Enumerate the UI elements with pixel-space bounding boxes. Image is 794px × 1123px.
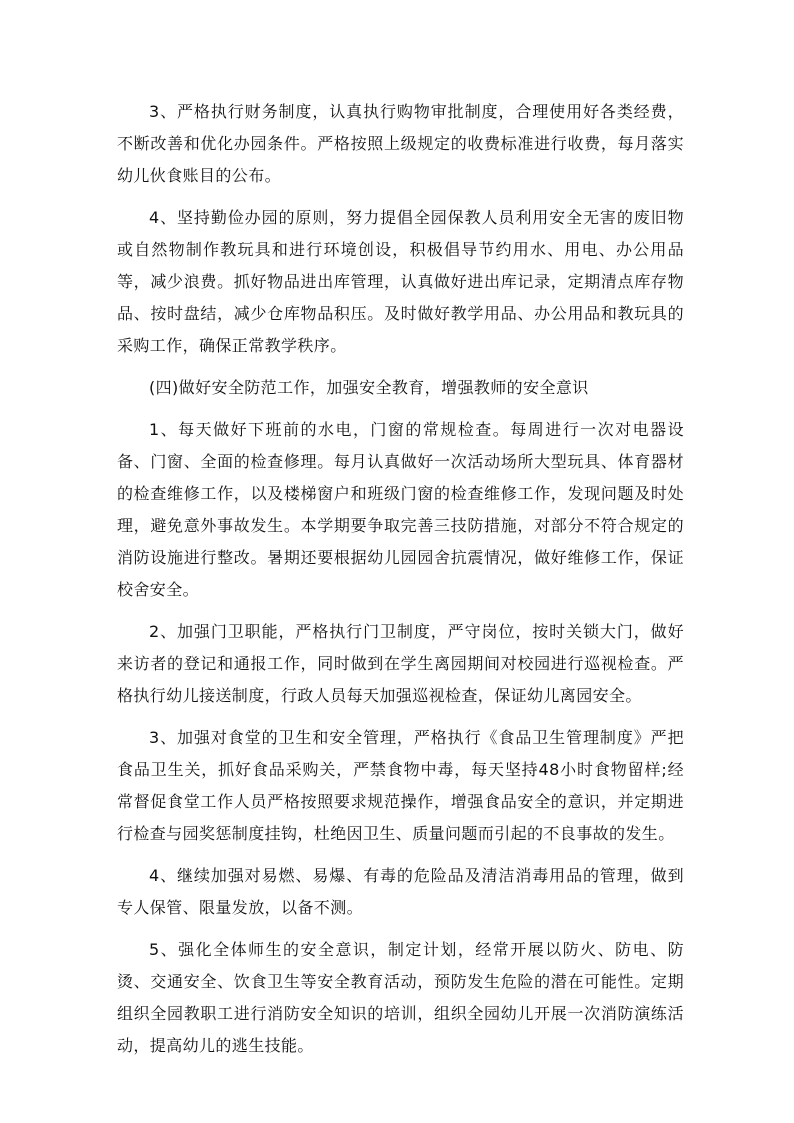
paragraph-daily-inspection: 1、每天做好下班前的水电，门窗的常规检查。每周进行一次对电器设备、门窗、全面的检查修理。每月认真做好一次活动场所大型玩具、体育器材的检查维修工作，以及楼梯窗户和班级门窗的检查维修工作，发现问题及时处理，避免意外事故发生。本学期要争取完善三技防措施，对部分不符合规定的消防设施进行整改。暑期还要根据幼儿园园舍抗震情况，做好维修工作，保证校舍安全。 bbox=[117, 420, 684, 599]
paragraph-thrift: 4、坚持勤俭办园的原则，努力提倡全园保教人员利用安全无害的废旧物或自然物制作教玩具和进行环境创设，积极倡导节约用水、用电、办公用品等，减少浪费。抓好物品进出库管理，认真做好进出库记录，定期清点库存物品、按时盘结，减少仓库物品积压。及时做好教学用品、办公用品和教玩具的采购工作，确保正常教学秩序。 bbox=[117, 208, 684, 355]
paragraph-guard-duty: 2、加强门卫职能，严格执行门卫制度，严守岗位，按时关锁大门，做好来访者的登记和通报工作，同时做到在学生离园期间对校园进行巡视检查。严格执行幼儿接送制度，行政人员每天加强巡视检查，保证幼儿离园安全。 bbox=[117, 622, 684, 705]
paragraph-finance: 3、严格执行财务制度，认真执行购物审批制度，合理使用好各类经费，不断改善和优化办园条件。严格按照上级规定的收费标准进行收费，每月落实幼儿伙食账目的公布。 bbox=[117, 102, 684, 185]
paragraph-hazardous-materials: 4、继续加强对易燃、易爆、有毒的危险品及清洁消毒用品的管理，做到专人保管、限量发放，以备不测。 bbox=[117, 866, 684, 917]
section-heading-safety: (四)做好安全防范工作，加强安全教育，增强教师的安全意识 bbox=[149, 378, 589, 397]
document-body bbox=[117, 96, 684, 1072]
paragraph-safety-education: 5、强化全体师生的安全意识，制定计划，经常开展以防火、防电、防烫、交通安全、饮食卫生等安全教育活动，预防发生危险的潜在可能性。定期组织全园教职工进行消防安全知识的培训，组织全园幼儿开展一次消防演练活动，提高幼儿的逃生技能。 bbox=[117, 940, 684, 1055]
paragraph-canteen-safety: 3、加强对食堂的卫生和安全管理，严格执行《食品卫生管理制度》严把食品卫生关，抓好食品采购关，严禁食物中毒，每天坚持48小时食物留样;经常督促食堂工作人员严格按照要求规范操作，增强食品安全的意识，并定期进行检查与园奖惩制度挂钩，杜绝因卫生、质量问题而引起的不良事故的发生。 bbox=[117, 728, 684, 843]
